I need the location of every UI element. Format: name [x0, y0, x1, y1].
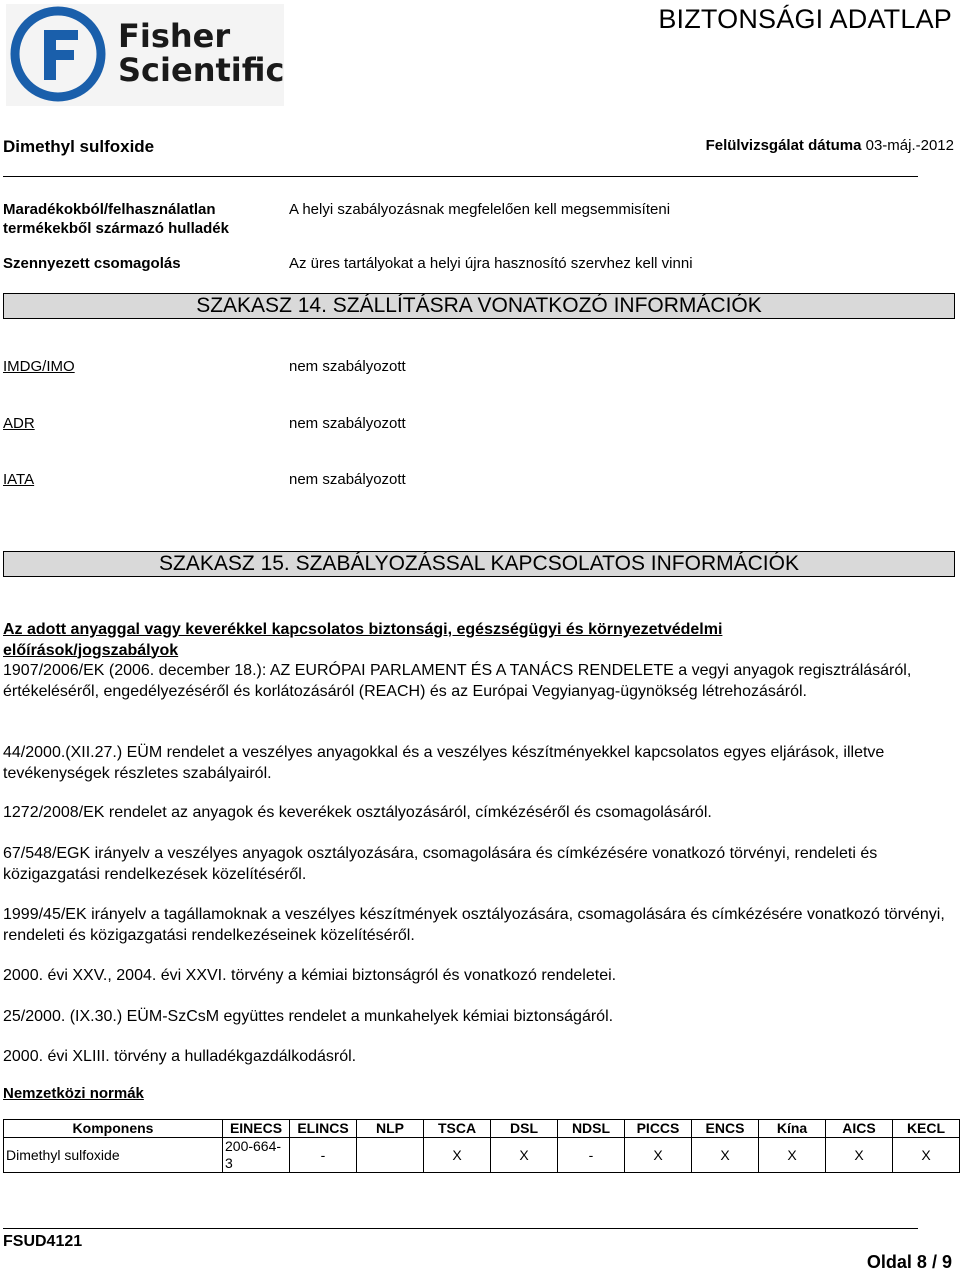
regulation-paragraph: 2000. évi XXV., 2004. évi XXVI. törvény a kémiai biztonságról és vonatkozó rendeletei.	[3, 967, 617, 984]
col-header: EINECS	[223, 1120, 290, 1138]
transport-imdg-label: IMDG/IMO	[3, 358, 75, 375]
transport-iata-label: IATA	[3, 471, 35, 488]
col-header: Komponens	[4, 1120, 223, 1138]
transport-adr-value: nem szabályozott	[289, 415, 406, 432]
table-row	[4, 1138, 960, 1173]
table-cell: X	[826, 1138, 893, 1173]
regulation-paragraph: 67/548/EGK irányelv a veszélyes anyagok osztályozására, csomagolására és címkézésére vonatkozó törvényi, rendeleti és közigazgatási rendelkezések közelítéséről.	[3, 845, 878, 883]
col-header: ELINCS	[290, 1120, 357, 1138]
col-header: TSCA	[424, 1120, 491, 1138]
col-header: Kína	[759, 1120, 826, 1138]
table-cell: X	[692, 1138, 759, 1173]
revision-date: 03-máj.-2012	[865, 137, 954, 154]
section-15-heading: SZAKASZ 15. SZABÁLYOZÁSSAL KAPCSOLATOS INFORMÁCIÓK	[3, 551, 955, 577]
inventory-table	[3, 1119, 960, 1173]
page-label: Oldal	[866, 1252, 912, 1272]
disposal-packaging-label: Szennyezett csomagolás	[3, 255, 181, 272]
table-cell: X	[625, 1138, 692, 1173]
product-name: Dimethyl sulfoxide	[3, 137, 155, 156]
page-current: 8	[916, 1252, 927, 1272]
disposal-waste-value: A helyi szabályozásnak megfelelően kell megsemmisíteni	[289, 201, 671, 218]
page-separator: /	[931, 1252, 937, 1272]
col-header: PICCS	[625, 1120, 692, 1138]
table-cell: Dimethyl sulfoxide	[4, 1138, 223, 1173]
header-divider	[3, 176, 918, 177]
col-header: NDSL	[558, 1120, 625, 1138]
col-header: ENCS	[692, 1120, 759, 1138]
table-cell: X	[491, 1138, 558, 1173]
revision-date-line	[706, 137, 954, 154]
transport-iata-value: nem szabályozott	[289, 471, 406, 488]
disposal-waste-label: Maradékokból/felhasználatlan termékekből származó hulladék	[3, 201, 229, 237]
revision-label: Felülvizsgálat dátuma	[705, 137, 862, 154]
regulation-paragraph: 2000. évi XLIII. törvény a hulladékgazdálkodásról.	[3, 1048, 357, 1065]
transport-imdg-value: nem szabályozott	[289, 358, 406, 375]
page-total: 9	[941, 1252, 952, 1272]
regulation-paragraph: 1907/2006/EK (2006. december 18.): AZ EURÓPAI PARLAMENT ÉS A TANÁCS RENDELETE a vegyi anyagok regisztrálásáról, értékeléséről, engedélyezéséről és korlátozásáról (REACH) és az Európai Vegyianyag-ügynökség létrehozásáról.	[3, 662, 912, 700]
regulation-paragraph: 1272/2008/EK rendelet az anyagok és keverékek osztályozásáról, címkézéséről és csomagolásáról.	[3, 804, 712, 821]
regulation-paragraph: 25/2000. (IX.30.) EÜM-SzCsM együttes rendelet a munkahelyek kémiai biztonságáról.	[3, 1008, 614, 1025]
table-cell: 200-664-3	[223, 1138, 290, 1173]
company-logo	[6, 4, 284, 106]
table-cell: X	[424, 1138, 491, 1173]
disposal-packaging-value: Az üres tartályokat a helyi újra hasznosító szervhez kell vinni	[289, 255, 693, 272]
col-header: KECL	[893, 1120, 960, 1138]
footer-divider	[3, 1228, 918, 1229]
transport-adr-label: ADR	[3, 415, 35, 432]
regulations-subheading: Az adott anyaggal vagy keverékkel kapcsolatos biztonsági, egészségügyi és környezetvédelmi előírások/jogszabályok	[3, 621, 723, 659]
col-header: AICS	[826, 1120, 893, 1138]
col-header: NLP	[357, 1120, 424, 1138]
brand-line-1: Fisher	[118, 17, 231, 55]
table-cell: -	[558, 1138, 625, 1173]
table-header-row	[4, 1120, 960, 1138]
section-14-heading: SZAKASZ 14. SZÁLLÍTÁSRA VONATKOZÓ INFORMÁCIÓK	[3, 293, 955, 319]
brand-line-2: Scientific	[118, 51, 285, 89]
table-cell: X	[759, 1138, 826, 1173]
document-title: BIZTONSÁGI ADATLAP	[658, 4, 952, 34]
table-cell: -	[290, 1138, 357, 1173]
regulation-paragraph: 1999/45/EK irányelv a tagállamoknak a veszélyes készítmények osztályozására, csomagolására és címkézésére vonatkozó törvényi, rendeleti és közigazgatási rendelkezéseinek közelítéséről.	[3, 906, 945, 944]
regulation-paragraph: 44/2000.(XII.27.) EÜM rendelet a veszélyes anyagokkal és a veszélyes készítményekkel kapcsolatos egyes eljárások, illetve tevékenységek részletes szabályairól.	[3, 744, 885, 782]
page-number	[867, 1252, 952, 1273]
international-norms-label: Nemzetközi normák	[3, 1085, 144, 1102]
col-header: DSL	[491, 1120, 558, 1138]
document-code: FSUD4121	[3, 1233, 83, 1250]
table-cell	[357, 1138, 424, 1173]
table-cell: X	[893, 1138, 960, 1173]
